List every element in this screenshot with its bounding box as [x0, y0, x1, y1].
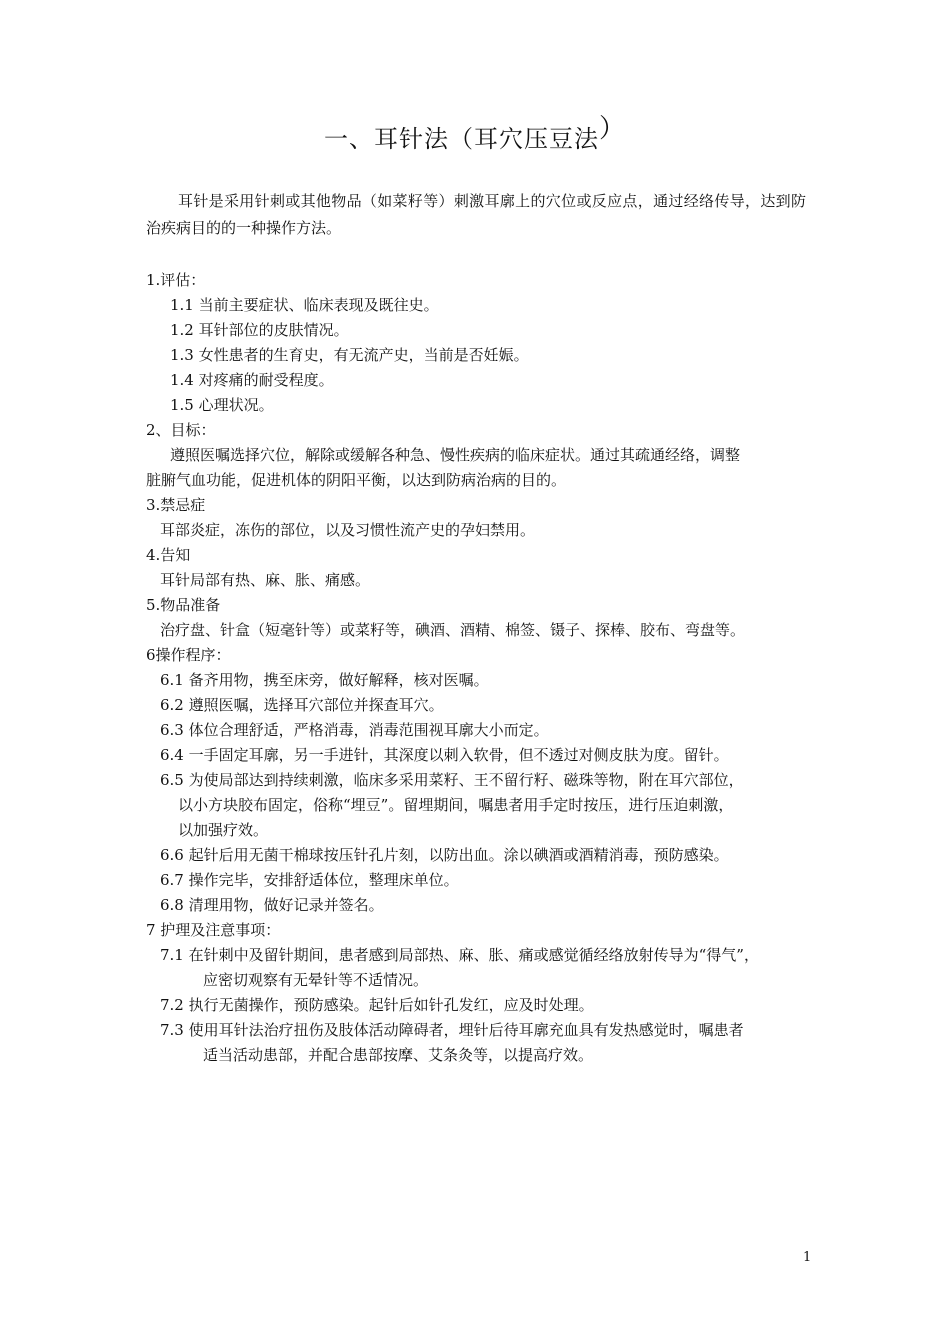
list-item: 1.4 对疼痛的耐受程度。	[170, 371, 334, 389]
section-heading: 6操作程序：	[146, 646, 231, 664]
list-item: 6.5 为使局部达到持续刺激，临床多采用菜籽、王不留行籽、磁珠等物，附在耳穴部位，	[160, 771, 744, 789]
list-item-continuation: 适当活动患部，并配合患部按摩、艾条灸等，以提高疗效。	[203, 1046, 594, 1064]
list-item: 7.1 在针刺中及留针期间，患者感到局部热、麻、胀、痛或感觉循经络放射传导为“得气”，	[160, 946, 759, 964]
list-item: 6.8 清理用物，做好记录并签名。	[160, 896, 384, 914]
page-number: 1	[803, 1250, 812, 1265]
list-item: 1.1 当前主要症状、临床表现及既往史。	[170, 296, 439, 314]
paragraph-line: 遵照医嘱选择穴位，解除或缓解各种急、慢性疾病的临床症状。通过其疏通经络，调整	[170, 446, 741, 464]
section-heading: 2、目标：	[146, 421, 216, 439]
list-item-continuation: 以小方块胶布固定，俗称“埋豆”。留埋期间，嘱患者用手定时按压，进行压迫刺激，	[178, 796, 734, 814]
list-item: 6.6 起针后用无菌干棉球按压针孔片刻，以防出血。涂以碘酒或酒精消毒，预防感染。	[160, 846, 729, 864]
list-item: 6.3 体位合理舒适，严格消毒，消毒范围视耳廓大小而定。	[160, 721, 549, 739]
list-item: 1.5 心理状况。	[170, 396, 274, 414]
list-item: 6.1 备齐用物，携至床旁，做好解释，核对医嘱。	[160, 671, 489, 689]
section-heading: 4.告知	[146, 546, 191, 564]
section-heading: 7 护理及注意事项：	[146, 921, 281, 939]
paragraph-line: 耳针局部有热、麻、胀、痛感。	[160, 571, 371, 589]
intro-paragraph: 耳针是采用针刺或其他物品（如菜籽等）刺激耳廓上的穴位或反应点，通过经络传导，达到防治疾病目的的一种操作方法。	[146, 192, 806, 237]
list-item: 1.2 耳针部位的皮肤情况。	[170, 321, 349, 339]
paragraph-line: 脏腑气血功能，促进机体的阴阳平衡，以达到防病治病的目的。	[146, 471, 567, 489]
paragraph-line: 治疗盘、针盒（短毫针等）或菜籽等，碘酒、酒精、棉签、镊子、探棒、胶布、弯盘等。	[160, 621, 746, 639]
title-text: 一、耳针法（耳穴压豆法	[323, 125, 599, 153]
list-item: 6.7 操作完毕，安排舒适体位，整理床单位。	[160, 871, 459, 889]
section-heading: 5.物品准备	[146, 596, 221, 614]
list-item: 6.2 遵照医嘱，选择耳穴部位并探查耳穴。	[160, 696, 444, 714]
paragraph-line: 耳部炎症，冻伤的部位，以及习惯性流产史的孕妇禁用。	[160, 521, 536, 539]
title-close-paren: ）	[598, 114, 626, 144]
page-title	[0, 114, 950, 155]
list-item: 1.3 女性患者的生育史，有无流产史，当前是否妊娠。	[170, 346, 529, 364]
list-item-continuation: 以加强疗效。	[178, 821, 269, 839]
section-heading: 1.评估：	[146, 271, 206, 289]
list-item: 6.4 一手固定耳廓，另一手进针，其深度以刺入软骨，但不透过对侧皮肤为度。留针。	[160, 746, 729, 764]
list-item: 7.3 使用耳针法治疗扭伤及肢体活动障碍者，埋针后待耳廓充血具有发热感觉时，嘱患者	[160, 1021, 744, 1039]
list-item-continuation: 应密切观察有无晕针等不适情况。	[203, 971, 429, 989]
list-item: 7.2 执行无菌操作，预防感染。起针后如针孔发红，应及时处理。	[160, 996, 594, 1014]
section-heading: 3.禁忌症	[146, 496, 206, 514]
